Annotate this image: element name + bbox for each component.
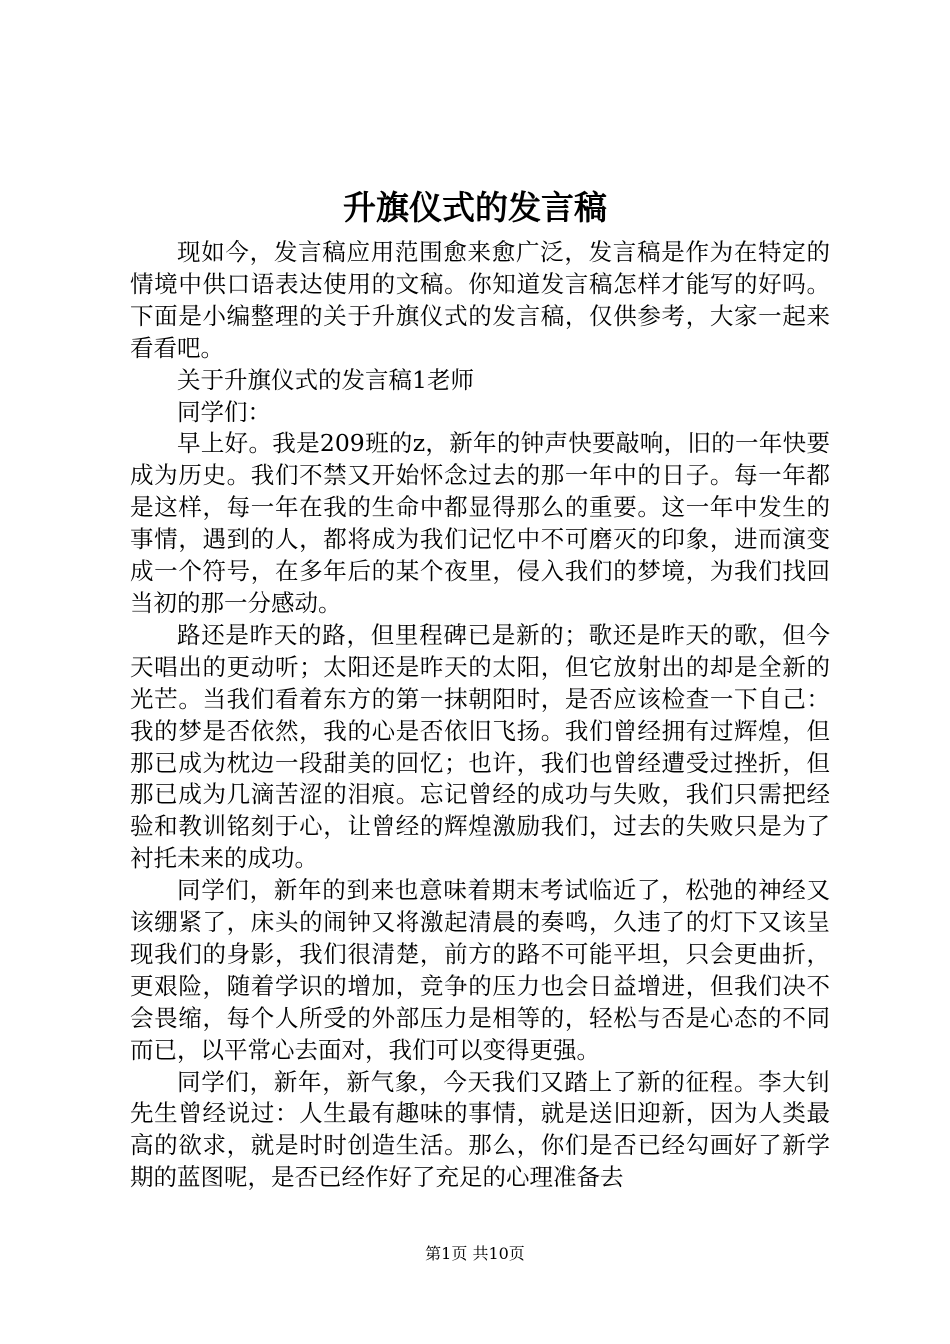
paragraph-greeting: 早上好。我是209班的z，新年的钟声快要敲响，旧的一年快要成为历史。我们不禁又开始怀念过去的那一年中的日子。每一年都是这样，每一年在我的生命中都显得那么的重要。这一年中发生的事情，遇到的人，都将成为我们记忆中不可磨灭的印象，进而演变成一个符号，在多年后的某个夜里，侵入我们的梦境，为我们找回当初的那一分感动。	[130, 429, 830, 617]
paragraph-heading: 关于升旗仪式的发言稿1老师	[177, 365, 474, 394]
page-number-footer: 第1页 共10页	[425, 1244, 525, 1263]
paragraph-salutation: 同学们：	[177, 397, 271, 426]
document-title: 升旗仪式的发言稿	[343, 188, 607, 227]
paragraph-exam: 同学们，新年的到来也意味着期末考试临近了，松弛的神经又该绷紧了，床头的闹钟又将激起清晨的奏鸣，久违了的灯下又该呈现我们的身影，我们很清楚，前方的路不可能平坦，只会更曲折，更艰险，随着学识的增加，竞争的压力也会日益增进，但我们决不会畏缩，每个人所受的外部压力是相等的，轻松与否是心态的不同而已，以平常心去面对，我们可以变得更强。	[130, 876, 830, 1064]
paragraph-new-year: 同学们，新年，新气象，今天我们又踏上了新的征程。李大钊先生曾经说过：人生最有趣味的事情，就是送旧迎新，因为人类最高的欲求，就是时时创造生活。那么，你们是否已经勾画好了新学期的蓝图呢，是否已经作好了充足的心理准备去	[130, 1067, 830, 1192]
document-body	[130, 237, 830, 1194]
paragraph-intro: 现如今，发言稿应用范围愈来愈广泛，发言稿是作为在特定的情境中供口语表达使用的文稿。你知道发言稿怎样才能写的好吗。下面是小编整理的关于升旗仪式的发言稿，仅供参考，大家一起来看看吧。	[130, 238, 830, 362]
paragraph-road: 路还是昨天的路，但里程碑已是新的；歌还是昨天的歌，但今天唱出的更动听；太阳还是昨天的太阳，但它放射出的却是全新的光芒。当我们看着东方的第一抹朝阳时，是否应该检查一下自己：我的梦是否依然，我的心是否依旧飞扬。我们曾经拥有过辉煌，但那已成为枕边一段甜美的回忆；也许，我们也曾经遭受过挫折，但那已成为几滴苦涩的泪痕。忘记曾经的成功与失败，我们只需把经验和教训铭刻于心，让曾经的辉煌激励我们，过去的失败只是为了衬托未来的成功。	[130, 620, 830, 873]
